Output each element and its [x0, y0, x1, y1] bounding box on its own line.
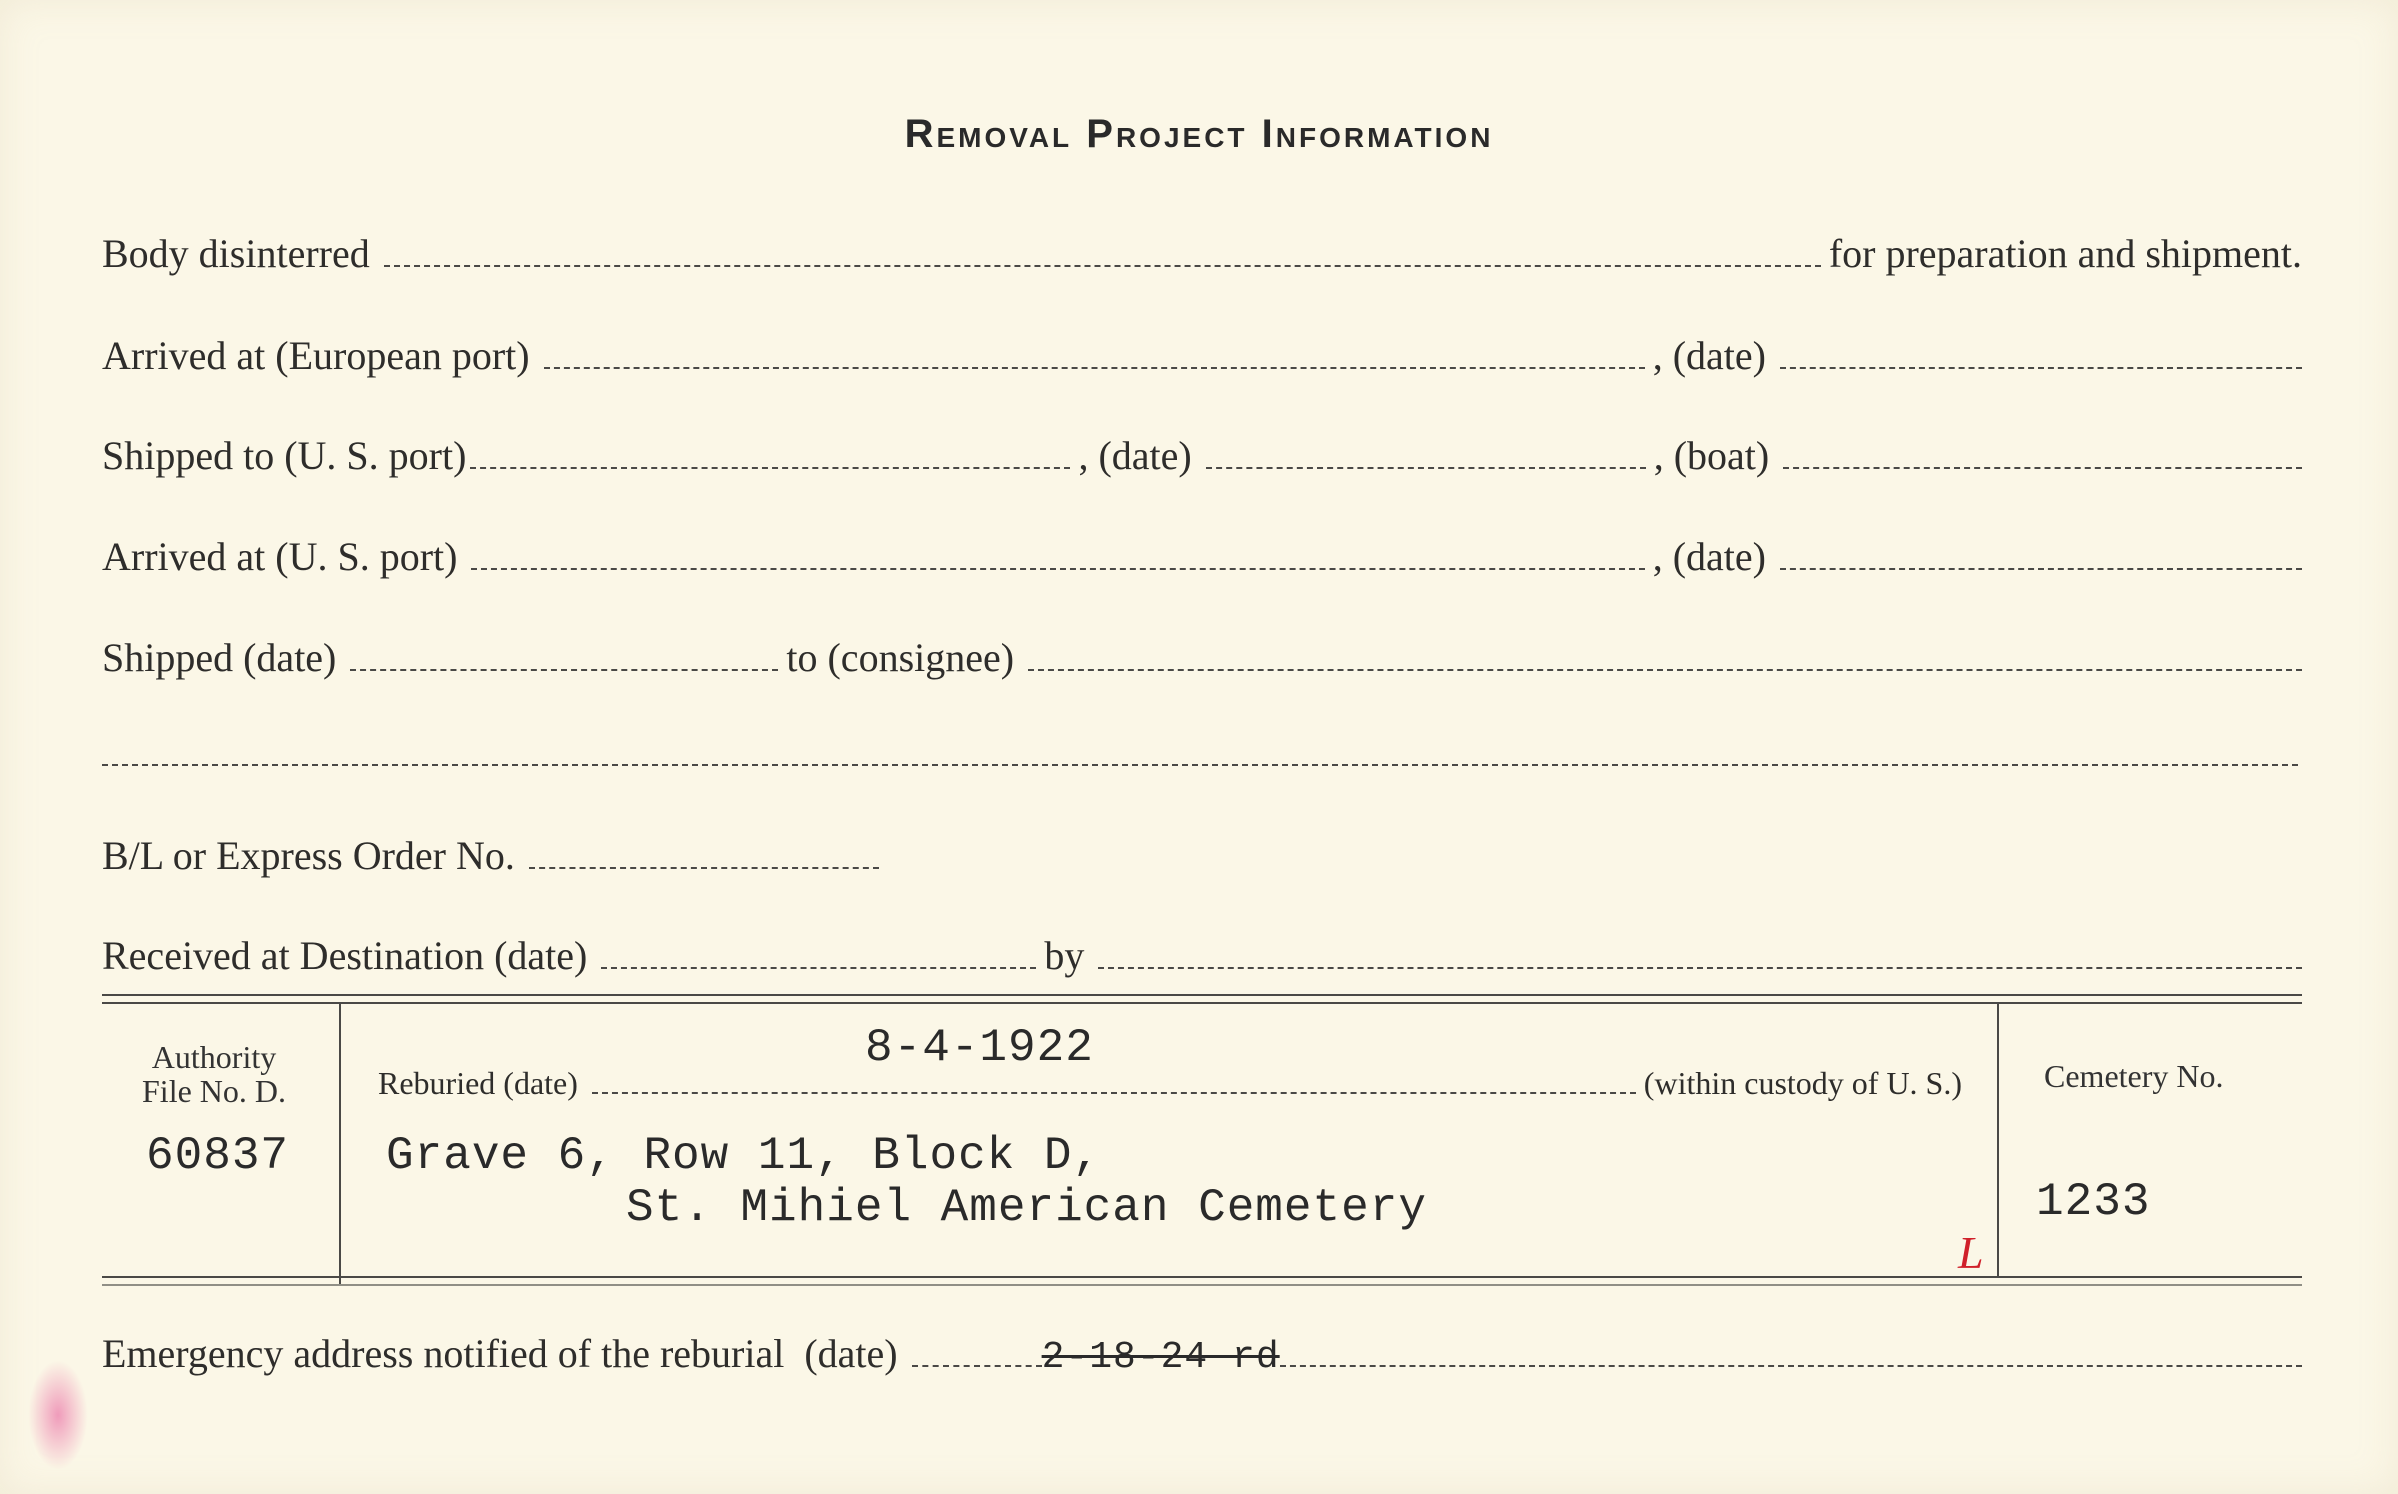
- field-boat[interactable]: [1783, 467, 2302, 469]
- field-consignee[interactable]: [1028, 669, 2302, 671]
- grave-location-line1: Grave 6, Row 11, Block D,: [386, 1130, 1102, 1182]
- field-us-arrival-port[interactable]: [471, 568, 1644, 570]
- authority-label: [142, 1040, 286, 1108]
- row-arrived-us-port: [102, 533, 2302, 580]
- label-date: , (date): [1652, 333, 1766, 378]
- box-bottom-rule-2: [102, 1284, 2302, 1286]
- field-us-port[interactable]: [470, 467, 1070, 469]
- field-received-by[interactable]: [1098, 967, 2302, 969]
- box-top-rule: [102, 994, 2302, 1004]
- field-european-port[interactable]: [544, 367, 1645, 369]
- label-shipped-to-us-port: Shipped to (U. S. port): [102, 433, 467, 478]
- label-date: , (date): [1078, 433, 1192, 478]
- field-received-date[interactable]: [601, 967, 1036, 969]
- label-by: by: [1044, 933, 1085, 978]
- box-divider-right: [1997, 1004, 1999, 1276]
- label-reburied: Reburied (date): [378, 1065, 578, 1101]
- cemetery-number-value: 1233: [2036, 1176, 2151, 1228]
- row-reburied: [378, 1065, 1962, 1102]
- row-shipped-us-port: [102, 432, 2302, 479]
- row-emergency: [102, 1330, 2302, 1379]
- field-shipped-date[interactable]: [1206, 467, 1646, 469]
- field-european-date[interactable]: [1780, 367, 2302, 369]
- page-title: Removal Project Information: [904, 112, 1494, 156]
- authority-file-number: 60837: [146, 1130, 290, 1182]
- field-consignee-continued[interactable]: [102, 764, 2298, 766]
- box-divider-left: [339, 1004, 341, 1284]
- label-shipped-date: Shipped (date): [102, 635, 337, 680]
- grave-location-line2: St. Mihiel American Cemetery: [626, 1182, 1427, 1234]
- label-date: , (date): [1652, 534, 1766, 579]
- row-body-disinterred: [102, 230, 2302, 277]
- field-body-disinterred[interactable]: [384, 265, 1821, 267]
- emergency-date-value: 2-18-24 rd: [1041, 1336, 1280, 1379]
- label-emergency-date: (date): [804, 1331, 898, 1376]
- label-received-destination: Received at Destination (date): [102, 933, 588, 978]
- cemetery-number-label: Cemetery No.: [2044, 1058, 2224, 1094]
- authority-label-line2: File No. D.: [142, 1073, 286, 1109]
- field-bl-order[interactable]: [529, 867, 879, 869]
- row-shipped-consignee: [102, 634, 2302, 681]
- field-shipped-date-2[interactable]: [350, 669, 778, 671]
- field-emergency-date[interactable]: [1280, 1365, 2302, 1367]
- authority-label-line1: Authority: [151, 1039, 277, 1075]
- label-emergency: Emergency address notified of the reburial: [102, 1331, 785, 1376]
- label-custody: (within custody of U. S.): [1643, 1065, 1962, 1101]
- field-reburied-date[interactable]: [592, 1092, 1636, 1094]
- pink-ink-stamp: [28, 1360, 88, 1470]
- label-consignee: to (consignee): [786, 635, 1015, 680]
- reburied-date-value: 8-4-1922: [865, 1022, 1094, 1074]
- field-emergency-lead: [912, 1365, 1042, 1367]
- label-preparation-shipment: for preparation and shipment.: [1828, 231, 2302, 276]
- row-arrived-european: [102, 332, 2302, 379]
- label-boat: , (boat): [1653, 433, 1770, 478]
- label-bl-order: B/L or Express Order No.: [102, 833, 515, 878]
- row-bl-order: [102, 832, 2302, 879]
- label-arrived-us-port: Arrived at (U. S. port): [102, 534, 458, 579]
- red-check-mark: L: [1958, 1227, 1984, 1278]
- label-arrived-european: Arrived at (European port): [102, 333, 530, 378]
- row-received-destination: [102, 932, 2302, 979]
- label-body-disinterred: Body disinterred: [102, 231, 370, 276]
- field-us-arrival-date[interactable]: [1780, 568, 2302, 570]
